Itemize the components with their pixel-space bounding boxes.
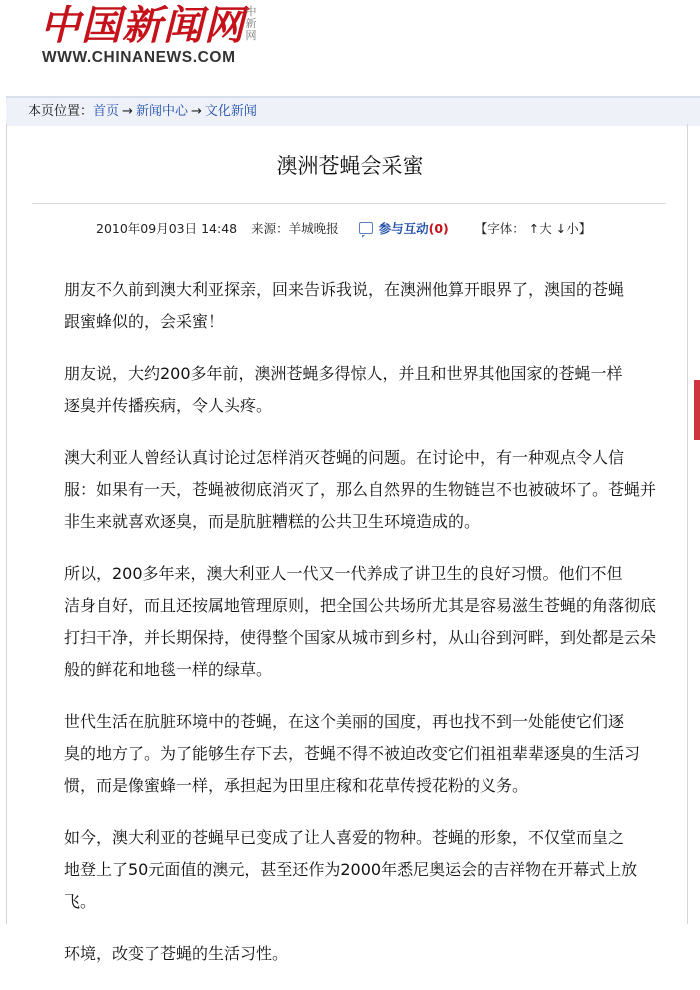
- edge-marker: [694, 380, 700, 440]
- article-source: 来源：羊城晚报: [251, 221, 339, 236]
- article-body: [32, 274, 672, 990]
- font-smaller-button[interactable]: ↓小】: [555, 221, 592, 236]
- paragraph-line: 打扫干净，并长期保持，使得整个国家从城市到乡村，从山谷到河畔，到处都是云朵: [64, 628, 657, 647]
- font-size-control: [475, 218, 591, 240]
- paragraph-line: 洁身自好，而且还按属地管理原则，把全国公共场所尤其是容易滋生苍蝇的角落彻底: [64, 596, 657, 615]
- article-meta: [96, 218, 591, 240]
- paragraph: [32, 822, 672, 918]
- paragraph-line: 澳大利亚人曾经认真讨论过怎样消灭苍蝇的问题。在讨论中，有一种观点令人信: [64, 448, 625, 467]
- breadcrumb-separator: →: [122, 104, 133, 119]
- breadcrumb-culture-news[interactable]: 文化新闻: [204, 104, 257, 119]
- site-logo[interactable]: 中国新闻网: [40, 2, 245, 49]
- comment-icon: [359, 222, 373, 234]
- paragraph-line: 环境，改变了苍蝇的生活习性。: [64, 944, 289, 963]
- font-label: 【字体：: [474, 221, 525, 236]
- paragraph: [32, 358, 672, 422]
- site-url[interactable]: WWW.CHINANEWS.COM: [42, 49, 236, 66]
- article-date: 2010年09月03日 14:48: [96, 221, 238, 236]
- breadcrumb-news-center[interactable]: 新闻中心: [135, 104, 188, 119]
- paragraph-line: 臭的地方了。为了能够生存下去，苍蝇不得不被迫改变它们祖祖辈辈逐臭的生活习: [64, 744, 641, 763]
- breadcrumb-home[interactable]: 首页: [93, 104, 120, 119]
- interact-count: (0): [428, 221, 449, 236]
- site-header: [0, 0, 700, 96]
- paragraph-line: 逐臭并传播疾病，令人头疼。: [64, 396, 273, 415]
- title-divider: [32, 203, 666, 204]
- font-bigger-button[interactable]: ↑大: [528, 221, 552, 236]
- paragraph-line: 朋友说，大约200多年前，澳洲苍蝇多得惊人，并且和世界其他国家的苍蝇一样: [64, 364, 623, 383]
- paragraph: [32, 706, 672, 802]
- interact-label: 参与互动: [378, 221, 429, 236]
- site-logo-side: 中新网: [245, 5, 257, 42]
- paragraph: [32, 274, 672, 338]
- paragraph-line: 所以，200多年来，澳大利亚人一代又一代养成了讲卫生的良好习惯。他们不但: [64, 564, 623, 583]
- paragraph-line: 跟蜜蜂似的，会采蜜！: [64, 312, 225, 331]
- paragraph-line: 飞。: [64, 892, 97, 911]
- interact-link[interactable]: [359, 218, 449, 240]
- paragraph-line: 朋友不久前到澳大利亚探亲，回来告诉我说，在澳洲他算开眼界了，澳国的苍蝇: [64, 280, 625, 299]
- breadcrumb: [6, 96, 700, 126]
- paragraph-line: 惯，而是像蜜蜂一样，承担起为田里庄稼和花草传授花粉的义务。: [64, 776, 529, 795]
- paragraph-line: 服：如果有一天，苍蝇被彻底消灭了，那么自然界的生物链岂不也被破坏了。苍蝇并: [64, 480, 657, 499]
- paragraph: [32, 558, 672, 686]
- article-title: 澳洲苍蝇会采蜜: [276, 154, 424, 178]
- paragraph-line: 地登上了50元面值的澳元，甚至还作为2000年悉尼奥运会的吉祥物在开幕式上放: [64, 860, 638, 879]
- paragraph-line: 非生来就喜欢逐臭，而是肮脏糟糕的公共卫生环境造成的。: [64, 512, 481, 531]
- paragraph: [32, 442, 672, 538]
- paragraph-line: 如今，澳大利亚的苍蝇早已变成了让人喜爱的物种。苍蝇的形象，不仅堂而皇之: [64, 828, 625, 847]
- breadcrumb-label: 本页位置：: [28, 104, 94, 119]
- paragraph: [32, 938, 672, 970]
- paragraph-line: 般的鲜花和地毯一样的绿草。: [64, 660, 273, 679]
- paragraph-line: 世代生活在肮脏环境中的苍蝇，在这个美丽的国度，再也找不到一处能使它们逐: [64, 712, 625, 731]
- breadcrumb-separator: →: [190, 104, 202, 119]
